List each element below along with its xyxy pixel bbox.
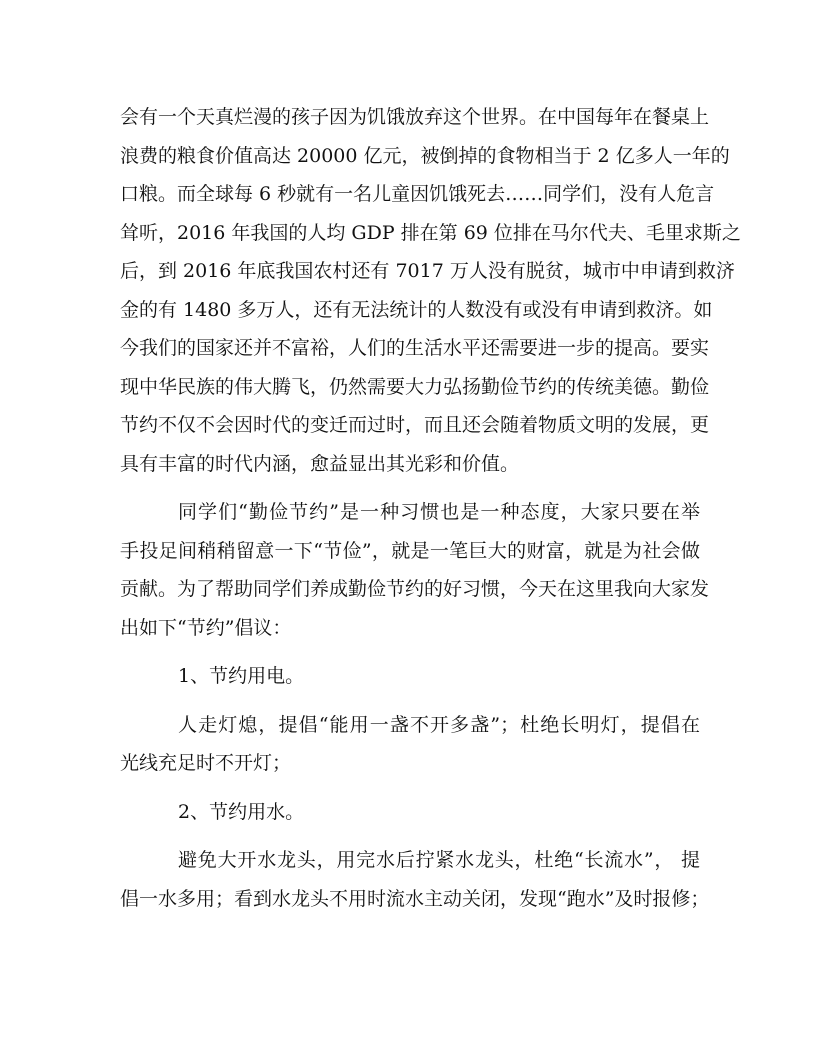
- text-line: 节约不仅不会因时代的变迁而过时，而且还会随着物质文明的发展，更: [120, 414, 710, 436]
- text-line: 1、节约用电。: [178, 665, 305, 687]
- text-line: 倡一水多用；看到水龙头不用时流水主动关闭，发现“跑水”及时报修；: [120, 887, 710, 910]
- text-line: 人走灯熄，提倡“能用一盏不开多盏”；杜绝长明灯，提倡在: [178, 713, 700, 736]
- text-line: 后，到 2016 年底我国农村还有 7017 万人没有脱贫，城市中申请到救济: [120, 260, 735, 282]
- text-line: 口粮。而全球每 6 秒就有一名儿童因饥饿死去……同学们，没有人危言: [120, 183, 715, 205]
- text-line: 光线充足时不开灯；: [120, 752, 292, 774]
- text-line: 2、节约用水。: [178, 800, 305, 823]
- text-line: 浪费的粮食价值高达 20000 亿元，被倒掉的食物相当于 2 亿多人一年的: [120, 144, 730, 167]
- text-line: 耸听，2016 年我国的人均 GDP 排在第 69 位排在马尔代夫、毛里求斯之: [120, 221, 741, 244]
- paragraph-waste-statistics: [120, 98, 741, 483]
- text-line: 同学们“勤俭节约”是一种习惯也是一种态度，大家只要在举: [178, 501, 700, 523]
- text-line: 贡献。为了帮助同学们养成勤俭节约的好习惯，今天在这里我向大家发: [120, 578, 710, 600]
- document-body: [120, 98, 741, 918]
- text-line: 金的有 1480 多万人，还有无法统计的人数没有或没有申请到救济。如: [120, 298, 713, 321]
- text-line: 出如下“节约”倡议：: [120, 616, 292, 639]
- paragraph-water-tips: [120, 841, 710, 918]
- text-line: 今我们的国家还并不富裕，人们的生活水平还需要进一步的提高。要实: [120, 337, 710, 359]
- text-line: 现中华民族的伟大腾飞，仍然需要大力弘扬勤俭节约的传统美德。勤俭: [120, 375, 710, 398]
- text-line: 具有丰富的时代内涵，愈益显出其光彩和价值。: [120, 452, 520, 475]
- paragraph-thrift-proposal: [120, 493, 710, 647]
- text-line: 手投足间稍稍留意一下“节俭”，就是一笔巨大的财富，就是为社会做: [120, 539, 700, 562]
- paragraph-electricity-tips: [120, 706, 700, 783]
- text-line: 会有一个天真烂漫的孩子因为饥饿放弃这个世界。在中国每年在餐桌上: [120, 106, 710, 128]
- heading-save-water: [120, 793, 700, 832]
- heading-save-electricity: [120, 657, 700, 696]
- text-line: 避免大开水龙头，用完水后拧紧水龙头，杜绝“长流水”， 提: [178, 849, 700, 871]
